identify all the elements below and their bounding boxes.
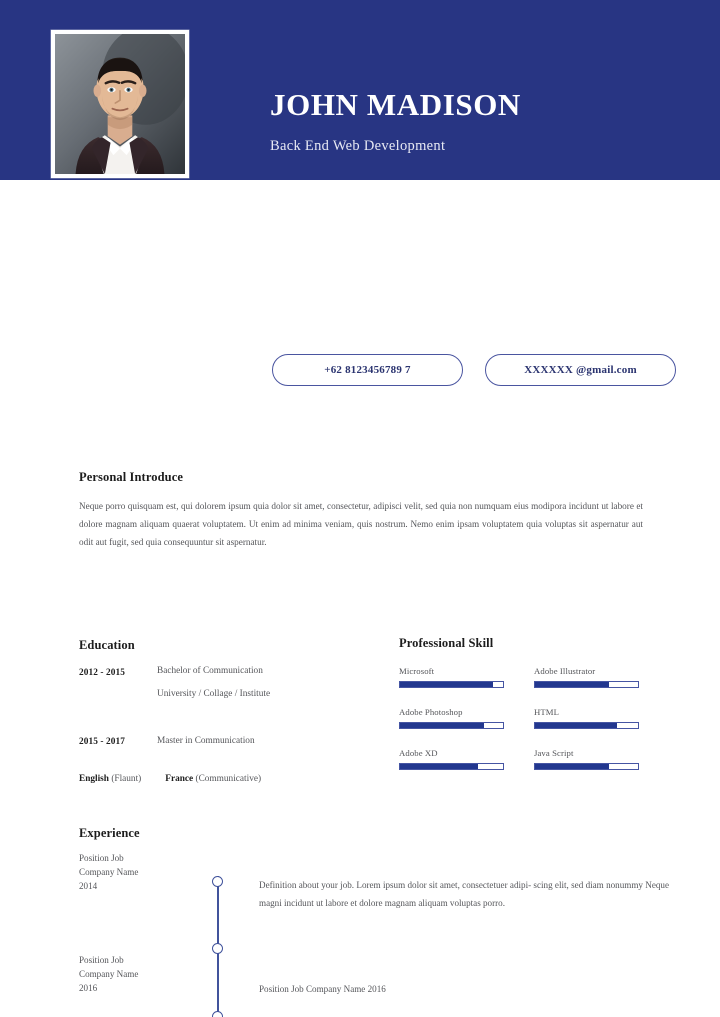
- experience-entry-meta: [79, 954, 199, 995]
- education-entry: [79, 667, 379, 700]
- education-detail: [157, 737, 255, 746]
- skill-bar-fill: [535, 764, 609, 769]
- experience-company: Company Name: [79, 866, 139, 877]
- skill-label: Java Script: [534, 748, 574, 758]
- skill-bar-track: [534, 681, 639, 688]
- skill-grid: [399, 666, 644, 770]
- skill-item: [399, 707, 504, 729]
- contact-list: [272, 354, 676, 386]
- skill-label: Microsoft: [399, 666, 435, 676]
- avatar: [51, 30, 189, 178]
- job-title: Back End Web Development: [270, 138, 446, 155]
- timeline-marker-icon: [212, 876, 223, 887]
- education-degree: Bachelor of Communication: [157, 666, 263, 676]
- skill-bar-track: [399, 763, 504, 770]
- contact-email[interactable]: XXXXXX @gmail.com: [485, 354, 676, 386]
- experience-year: 2016: [79, 982, 98, 993]
- experience-company: Company Name: [79, 968, 139, 979]
- language-list: [79, 774, 379, 784]
- header-text: [270, 88, 690, 155]
- skill-item: [399, 666, 504, 688]
- section-heading-education: Education: [79, 638, 135, 652]
- experience-position: Position Job: [79, 955, 124, 965]
- professional-skill-section: [399, 636, 644, 770]
- skill-item: [534, 666, 639, 688]
- section-heading-personal-introduce: Personal Introduce: [79, 470, 183, 484]
- skill-item: [534, 707, 639, 729]
- experience-description: Definition about your job. Lorem ipsum dolor sit amet, consectetuer adipi- scing elit, sed diam nonummy Neque magni incidunt ut labore et dolore magnam aliquam voluptas porro.: [259, 880, 669, 908]
- personal-introduce-body: Neque porro quisquam est, qui dolorem ipsum quia dolor sit amet, consectetur, adipisci velit, sed quia non numquam eius modipora incidunt ut labore et dolore magnam aliquam quaerat voluptatem. Ut enim ad minima veniam, quis nostrum. Nemo enim ipsam voluptatem quia voluptas sit aspernatur aut odit aut fugit, sed quia consequuntur sit aspernatur.: [79, 501, 643, 547]
- timeline-marker-icon: [212, 1011, 223, 1017]
- experience-position: Position Job: [79, 853, 124, 863]
- section-heading-professional-skill: Professional Skill: [399, 636, 494, 650]
- personal-introduce-section: [79, 470, 643, 552]
- skill-label: Adobe Illustrator: [534, 666, 596, 676]
- experience-description: Position Job Company Name 2016: [259, 984, 386, 994]
- skill-bar-fill: [400, 723, 484, 728]
- skill-item: [534, 748, 639, 770]
- skill-label: Adobe XD: [399, 748, 438, 758]
- experience-section: [79, 826, 669, 1017]
- section-heading-experience: Experience: [79, 826, 140, 840]
- experience-entry-meta: [79, 852, 199, 893]
- skill-bar-track: [399, 681, 504, 688]
- skill-bar-fill: [400, 682, 493, 687]
- education-entry: [79, 737, 379, 748]
- education-years: 2015 - 2017: [79, 737, 126, 748]
- skill-bar-track: [534, 722, 639, 729]
- education-section: [79, 638, 379, 784]
- education-years: 2012 - 2015: [79, 667, 126, 678]
- skill-bar-fill: [535, 723, 617, 728]
- education-institution: University / Collage / Institute: [157, 689, 271, 700]
- skill-bar-track: [399, 722, 504, 729]
- skill-label: Adobe Photoshop: [399, 707, 463, 717]
- contact-phone[interactable]: +62 8123456789 7: [272, 354, 463, 386]
- experience-year: 2014: [79, 880, 98, 891]
- language-name: France: [165, 774, 194, 785]
- timeline-marker-icon: [212, 943, 223, 954]
- language-level: (Communicative): [195, 774, 262, 785]
- education-degree: Master in Communication: [157, 735, 255, 746]
- education-detail: [157, 667, 270, 700]
- skill-bar-fill: [535, 682, 609, 687]
- language-item: [79, 774, 141, 784]
- language-level: (Flaunt): [111, 774, 142, 785]
- skill-label: HTML: [534, 707, 560, 717]
- avatar-photo: [55, 34, 185, 174]
- education-spacer: [79, 704, 379, 737]
- skill-bar-track: [534, 763, 639, 770]
- language-item: [165, 774, 261, 784]
- skill-bar-fill: [400, 764, 478, 769]
- language-name: English: [79, 774, 109, 785]
- skill-item: [399, 748, 504, 770]
- education-list: [79, 667, 379, 747]
- page-title: JOHN MADISON: [270, 87, 521, 122]
